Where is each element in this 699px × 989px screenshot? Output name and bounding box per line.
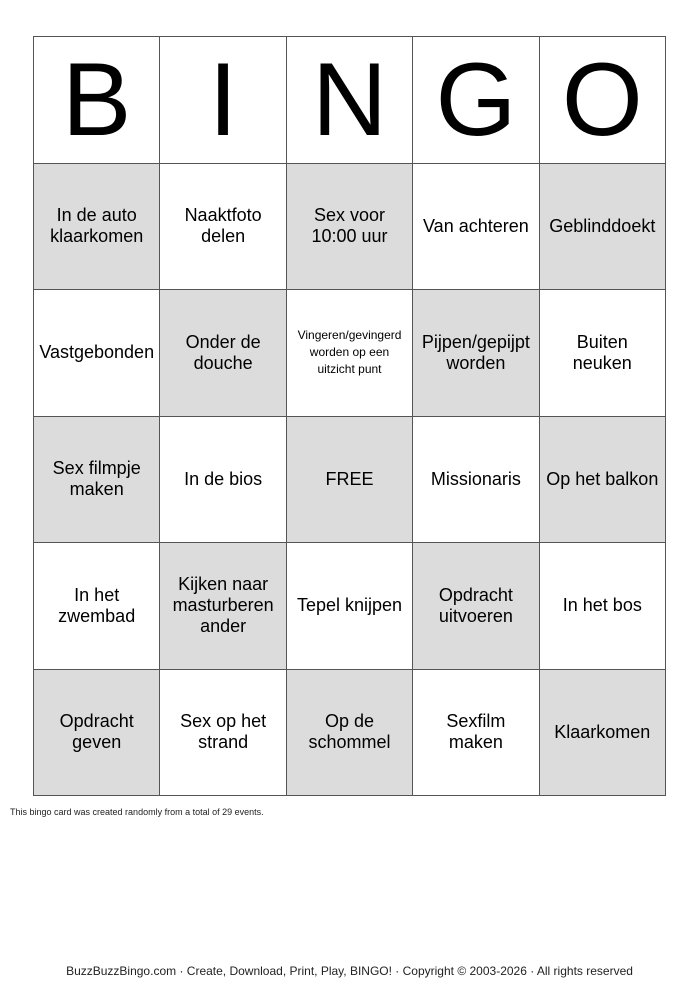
bingo-cell: Tepel knijpen [287,543,413,670]
bingo-cell: Geblinddoekt [540,164,666,291]
header-letter-b: B [34,37,160,164]
bingo-card [33,36,666,796]
bingo-cell: Vastgebonden [34,290,160,417]
bingo-cell: Buiten neuken [540,290,666,417]
bingo-cell: In de auto klaarkomen [34,164,160,291]
bingo-cell: Pijpen/gepijpt worden [413,290,539,417]
bingo-cell: Missionaris [413,417,539,544]
bingo-cell: In het zwembad [34,543,160,670]
bingo-cell: Klaarkomen [540,670,666,797]
bingo-cell: In het bos [540,543,666,670]
generation-note: This bingo card was created randomly from a total of 29 events. [10,807,264,817]
footer-text: BuzzBuzzBingo.com · Create, Download, Print, Play, BINGO! · Copyright © 2003-2026 · All rights reserved [66,964,633,978]
bingo-cell: Kijken naar masturberen ander [160,543,286,670]
header-letter-o: O [540,37,666,164]
bingo-cell: Sexfilm maken [413,670,539,797]
bingo-cell: Vingeren/gevingerd worden op een uitzicht punt [287,290,413,417]
header-letter-i: I [160,37,286,164]
bingo-cell: Sex filmpje maken [34,417,160,544]
bingo-cell: Sex voor 10:00 uur [287,164,413,291]
bingo-cell: Op de schommel [287,670,413,797]
bingo-cell: Op het balkon [540,417,666,544]
bingo-cell: Sex op het strand [160,670,286,797]
bingo-cell: Naaktfoto delen [160,164,286,291]
header-letter-g: G [413,37,539,164]
bingo-cell: In de bios [160,417,286,544]
bingo-cell: Opdracht geven [34,670,160,797]
bingo-cell: Onder de douche [160,290,286,417]
bingo-cell: Van achteren [413,164,539,291]
free-space: FREE [287,417,413,544]
bingo-cell: Opdracht uitvoeren [413,543,539,670]
header-letter-n: N [287,37,413,164]
